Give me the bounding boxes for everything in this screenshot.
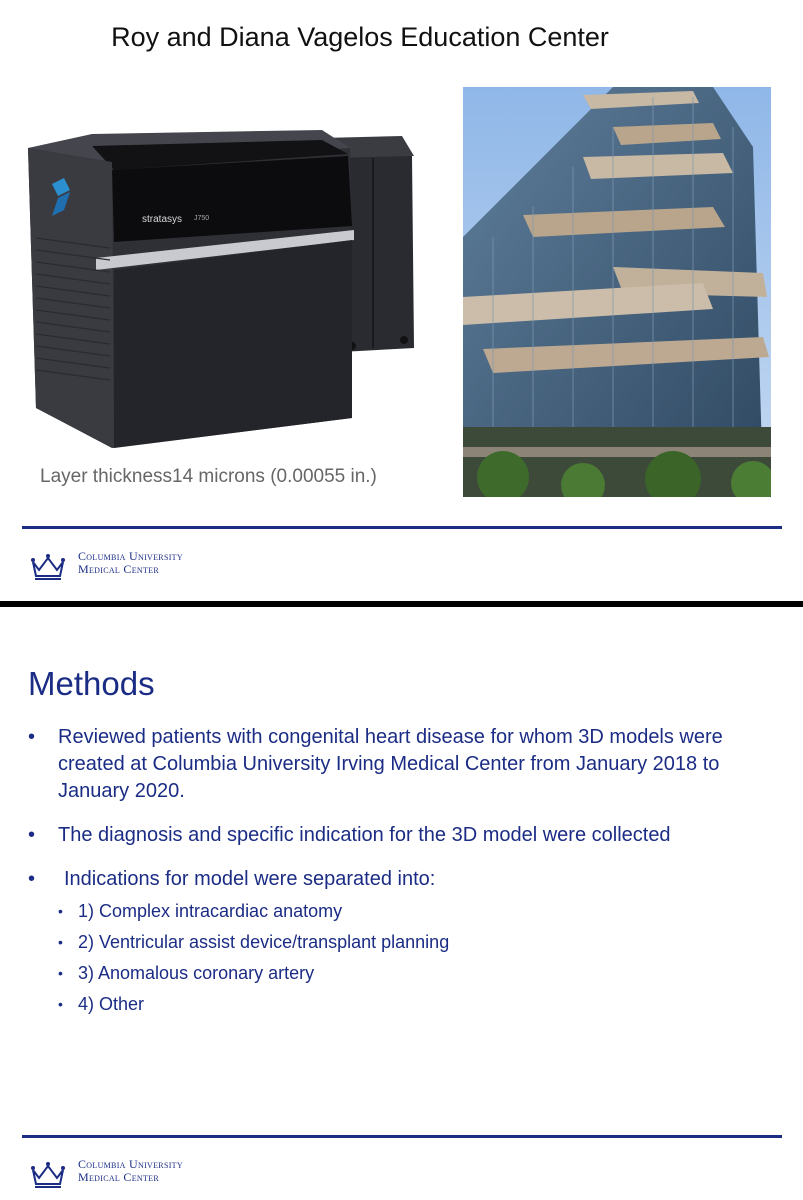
bullet-icon: • [58,965,63,981]
logo-wordmark [78,550,183,576]
bullet-icon: • [58,934,63,950]
bullet-icon: • [58,996,63,1012]
bullet-icon: • [28,726,36,748]
list-item [28,822,788,849]
printer-image [22,118,422,458]
logo-line2: Medical Center [78,1170,159,1184]
bullet-text: The diagnosis and specific indication for the 3D model were collected [58,824,671,846]
sub-bullet-text: 4) Other [78,994,145,1014]
columbia-logo [30,1158,230,1194]
crown-icon [30,1160,66,1188]
slide-divider-rule [22,1135,782,1138]
sub-list-item [28,992,788,1017]
logo-line2: Medical Center [78,562,159,576]
methods-title: Methods [28,665,155,702]
logo-line1: Columbia University [78,549,183,563]
sub-bullet-text: 1) Complex intracardiac anatomy [78,901,343,921]
logo-wordmark [78,1158,183,1184]
list-item [28,724,788,805]
methods-list [28,724,788,1023]
bullet-text: Reviewed patients with congenital heart disease for whom 3D models were created at Columbia University Irving Medical Center from January 2018 to January 2020. [58,726,723,802]
slide-methods [0,607,803,1200]
list-item [28,866,788,893]
printer-brand-label: stratasys [142,214,183,225]
sub-list-item [28,961,788,986]
columbia-logo [30,550,230,586]
bullet-icon: • [28,868,36,890]
building-photo [463,87,771,497]
layer-thickness-caption: Layer thickness14 microns (0.00055 in.) [40,466,377,487]
crown-icon [30,552,66,580]
sub-bullet-text: 3) Anomalous coronary artery [78,963,315,983]
slide-divider-rule [22,526,782,529]
sub-bullet-text: 2) Ventricular assist device/transplant planning [78,932,450,952]
printer-model-label: J750 [194,215,210,222]
sub-list-item [28,930,788,955]
bullet-icon: • [58,903,63,919]
bullet-text: Indications for model were separated into: [64,868,436,890]
slide-title: Roy and Diana Vagelos Education Center [111,22,609,52]
bullet-icon: • [28,824,36,846]
logo-line1: Columbia University [78,1157,183,1171]
sub-list-item [28,899,788,924]
